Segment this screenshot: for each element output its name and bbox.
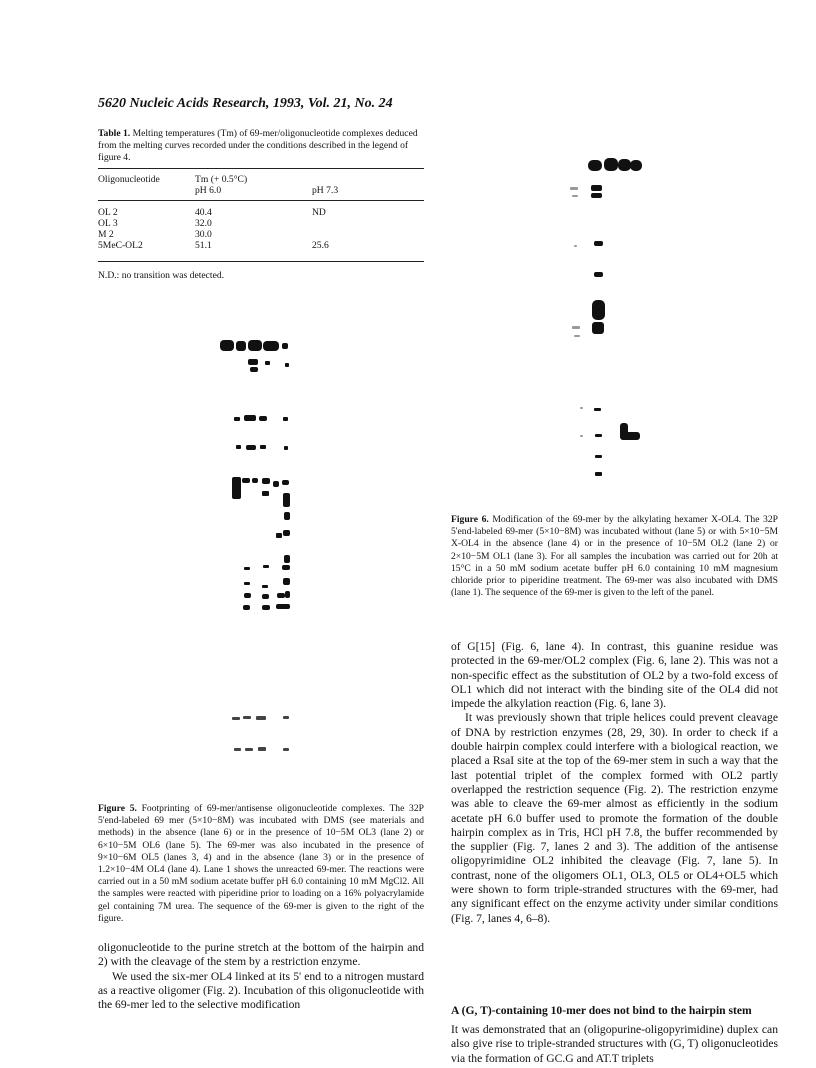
left-paragraph-2: We used the six-mer OL4 linked at its 5' end to a nitrogen mustard as a reactive oligomer (Fig. 2). Incubation of this oligonucleotide with the 69-mer led to the selective modification xyxy=(98,969,424,1012)
table-row-ph60: 51.1 xyxy=(195,240,212,251)
col-header-oligonucleotide: Oligonucleotide xyxy=(98,174,160,185)
right-paragraph-1: of G[15] (Fig. 6, lane 4). In contrast, this guanine residue was protected in the 69-mer/OL2 complex (Fig. 6, lane 2). This was not a non-specific effect as the substitution of OL2 by a two-fold excess of OL1 which did not interact with the binding site of the OL4 did not impede the alkylation reaction (Fig. 6, lane 3). xyxy=(451,640,778,711)
right-column-body xyxy=(451,640,778,926)
figure5-caption xyxy=(98,803,424,925)
col-header-ph73: pH 7.3 xyxy=(312,185,339,196)
right-paragraph-3: It was demonstrated that an (oligopurine-oligopyrimidine) duplex can also give rise to triple-stranded structures with (G, T) oligonucleotides via the formation of GC.G and AT.T triplets xyxy=(451,1023,778,1065)
table-row-oligo: OL 2 xyxy=(98,207,118,218)
col-header-ph60: pH 6.0 xyxy=(195,185,222,196)
right-column-body-continued xyxy=(451,1023,778,1066)
figure5-label: Figure 5. xyxy=(98,803,137,814)
running-head: 5620 Nucleic Acids Research, 1993, Vol. 21, No. 24 xyxy=(98,96,393,111)
section-heading: A (G, T)-containing 10-mer does not bind to the hairpin stem xyxy=(451,1004,752,1017)
col-header-tm: Tm (+ 0.5°C) xyxy=(195,174,248,185)
table-caption-text: Melting temperatures (Tm) of 69-mer/oligonucleotide complexes deduced from the melting curves recorded under the conditions described in the legend of figure 4. xyxy=(98,128,418,164)
figure5-gel-svg xyxy=(210,335,300,765)
table-bottom-rule xyxy=(98,261,424,262)
table-row-oligo: M 2 xyxy=(98,229,114,240)
table-caption xyxy=(98,128,424,165)
table-row-oligo: OL 3 xyxy=(98,218,118,229)
left-column-body xyxy=(98,941,424,1012)
table-row-ph60: 30.0 xyxy=(195,229,212,240)
table-row-oligo: 5MeC-OL2 xyxy=(98,240,143,251)
table-footnote: N.D.: no transition was detected. xyxy=(98,270,225,281)
table-row-ph60: 40.4 xyxy=(195,207,212,218)
table-label: Table 1. xyxy=(98,128,131,139)
table-row-ph60: 32.0 xyxy=(195,218,212,229)
right-paragraph-2: It was previously shown that triple helices could prevent cleavage of DNA by restriction enzymes (28, 29, 30). In order to check if a double hairpin complex could interfere with a biological reaction, we placed a RsaI site at the top of the 69-mer stem in such a way that the last potential triplet of the complex formed with OL2 partly overlapped the restriction sequence (Fig. 2). The restriction enzyme was able to cleave the 69-mer almost as efficiently in the sodium acetate pH 6.0 buffer used to promote the formation of the double hairpin complex as in Tris, HCl pH 7.8, the buffer recommended by the supplier (Fig. 7, lanes 2 and 3). The addition of the antisense oligopyrimidine OL2 inhibited the cleavage (Fig. 7, lane 5). In contrast, none of the oligomers OL1, OL3, OL5 or OL4+OL5 which were shown to form triple-stranded structures with the 69-mer, had any significant effect on the enzyme activity under similar conditions (Fig. 7, lanes 4, 6–8). xyxy=(451,711,778,925)
table-top-rule xyxy=(98,168,424,169)
figure6-caption-text: Modification of the 69-mer by the alkylating hexamer X-OL4. The 32P 5'end-labeled 69-mer (5×10−8M) was incubated without (lane 5) or with 5×10−5M X-OL4 in the absence (lane 4) or in the presence of 10−5M OL2 (lane 2) or 2×10−5M OL1 (lane 3). For all samples the incubation was carried out for 20h at 15°C in a 50 mM sodium acetate buffer pH 6.0 containing 10 mM magnesium chloride prior to piperidine treatment. The 69-mer was also incubated with DMS (lane 1). The sequence of the 69-mer is given to the left of the panel. xyxy=(451,514,778,599)
left-paragraph-1: oligonucleotide to the purine stretch at the bottom of the hairpin and 2) with the cleavage of the stem by a restriction enzyme. xyxy=(98,941,424,969)
table-row-ph73: ND xyxy=(312,207,326,218)
figure5-caption-text: Footprinting of 69-mer/antisense oligonucleotide complexes. The 32P 5'end-labeled 69 mer (5×10−8M) was incubated with DMS (see materials and methods) in the absence (lane 6) or in the presence of 10−5M OL3 (lane 2) or 6×10−5M OL6 (lane 5). The 69-mer was also incubated in the presence of 9×10−6M OL5 (lanes 3, 4) and in the absence (lane 3) or in the presence of 1.2×10−4M OL4 (lane 4). Lane 1 shows the unreacted 69-mer. The reactions were carried out in a 50 mM sodium acetate buffer pH 6.0 containing 10 mM MgCl2. All the samples were reacted with piperidine prior to loading on a 16% polyacrylamide gel containing 7M urea. The sequence of the 69-mer is given to the right of the figure. xyxy=(98,803,424,924)
table-row-ph73: 25.6 xyxy=(312,240,329,251)
figure6-label: Figure 6. xyxy=(451,514,489,525)
figure6-caption xyxy=(451,514,778,599)
figure6-gel-svg xyxy=(560,150,670,485)
table-header-rule xyxy=(98,200,424,201)
melting-table xyxy=(98,174,424,264)
figure5-gel-image xyxy=(210,335,300,765)
figure6-gel-image xyxy=(560,150,670,485)
